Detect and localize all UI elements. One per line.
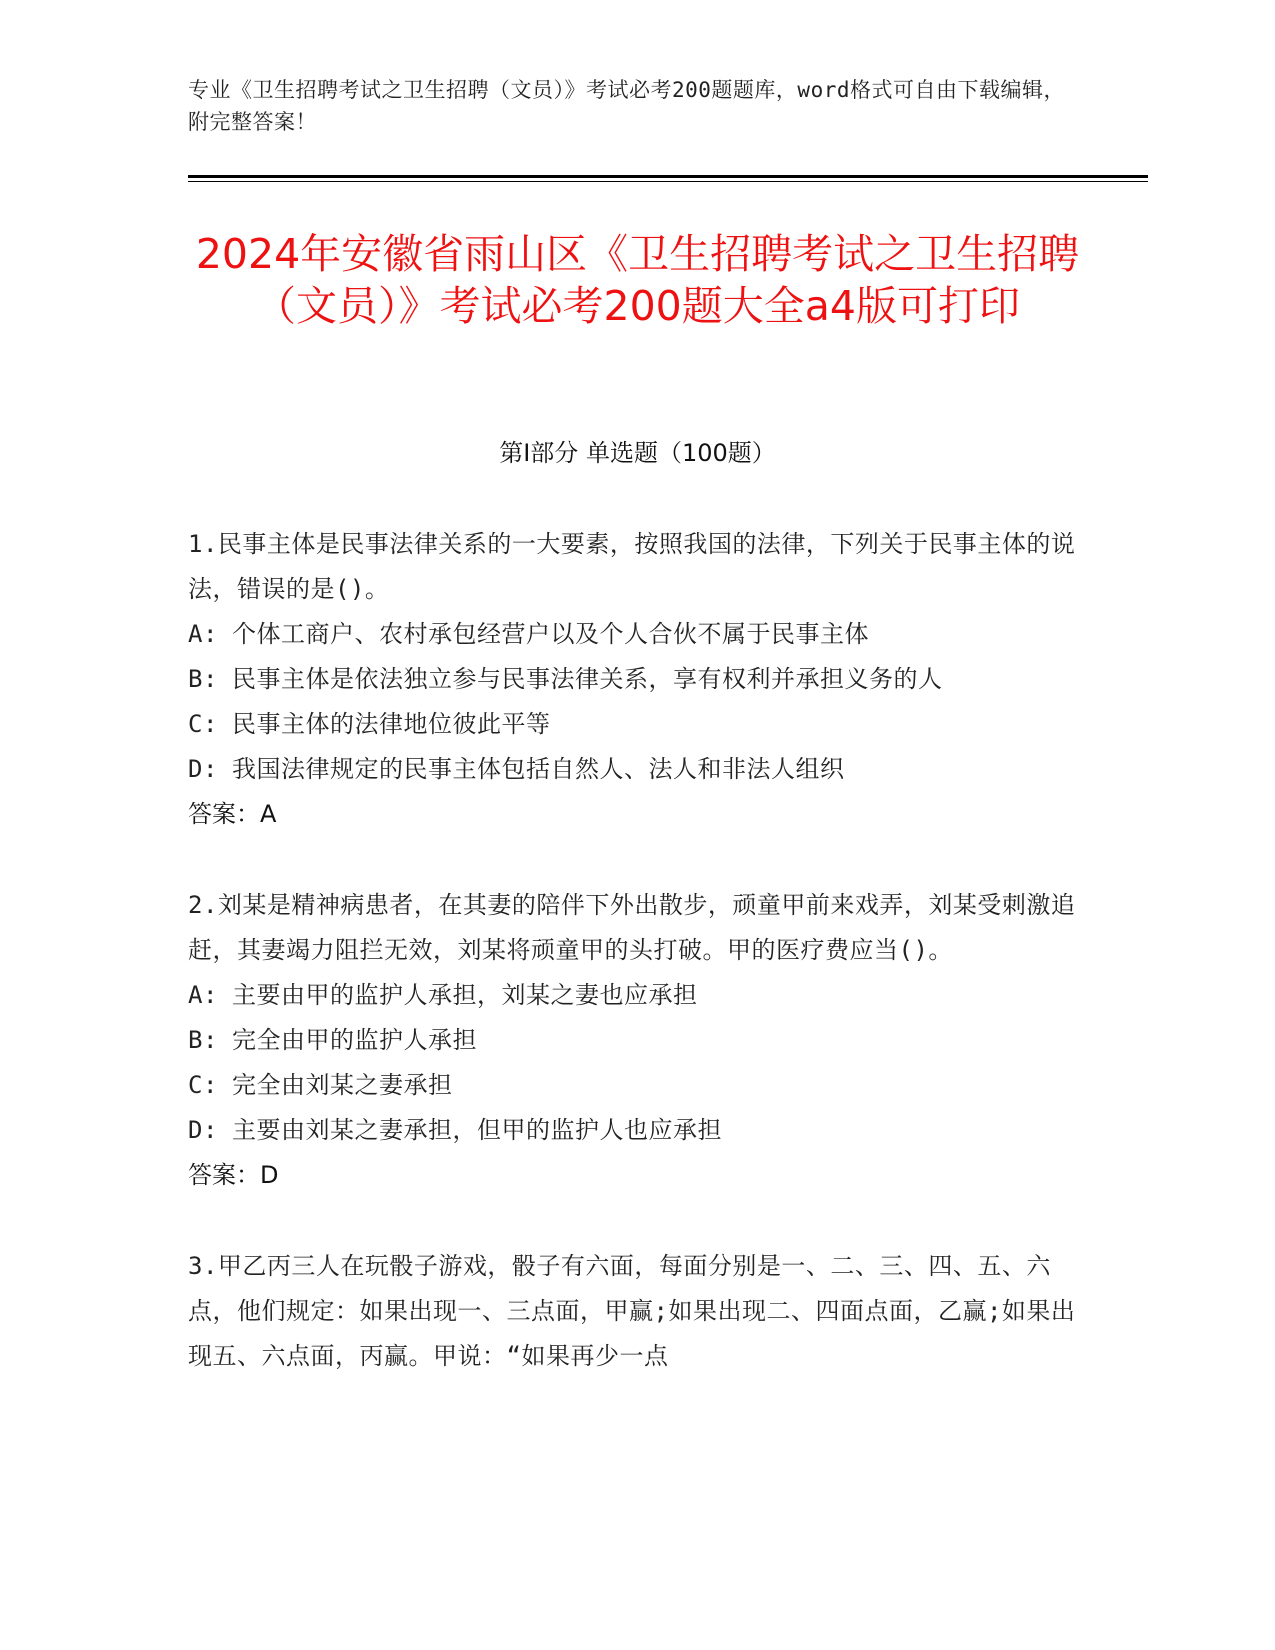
header-rule-thick xyxy=(188,175,1148,178)
option-key: C: xyxy=(188,1071,218,1099)
header-rule-thin xyxy=(188,181,1148,182)
option-c xyxy=(188,702,1088,747)
question-stem: 1.民事主体是民事法律关系的一大要素，按照我国的法律，下列关于民事主体的说法，错误的是()。 xyxy=(188,530,1076,603)
option-text: 完全由甲的监护人承担 xyxy=(232,1026,477,1054)
question-3 xyxy=(188,1244,1088,1379)
option-text: 我国法律规定的民事主体包括自然人、法人和非法人组织 xyxy=(232,755,845,783)
option-text: 个体工商户、农村承包经营户以及个人合伙不属于民事主体 xyxy=(232,620,869,648)
question-list xyxy=(188,522,1088,1425)
option-key: C: xyxy=(188,710,218,738)
option-c xyxy=(188,1063,1088,1108)
document-title: 2024年安徽省雨山区《卫生招聘考试之卫生招聘（文员）》考试必考200题大全a4版可打印 xyxy=(195,230,1080,330)
option-a xyxy=(188,612,1088,657)
option-text: 完全由刘某之妻承担 xyxy=(232,1071,453,1099)
option-key: A: xyxy=(188,620,218,648)
answer: 答案：D xyxy=(188,1161,279,1189)
option-key: A: xyxy=(188,981,218,1009)
option-text: 主要由甲的监护人承担，刘某之妻也应承担 xyxy=(232,981,698,1009)
question-stem: 2.刘某是精神病患者，在其妻的陪伴下外出散步，顽童甲前来戏弄，刘某受刺激追赶，其妻竭力阻拦无效，刘某将顽童甲的头打破。甲的医疗费应当()。 xyxy=(188,891,1076,964)
header-note: 专业《卫生招聘考试之卫生招聘（文员）》考试必考200题题库，word格式可自由下载编辑，附完整答案！ xyxy=(188,78,1065,134)
option-d xyxy=(188,747,1088,792)
section-title: 第I部分 单选题（100题） xyxy=(499,439,776,467)
option-d xyxy=(188,1108,1088,1153)
question-2 xyxy=(188,883,1088,1198)
option-text: 民事主体的法律地位彼此平等 xyxy=(232,710,551,738)
option-a xyxy=(188,973,1088,1018)
question-1 xyxy=(188,522,1088,837)
option-key: B: xyxy=(188,1026,218,1054)
answer: 答案：A xyxy=(188,800,277,828)
option-key: D: xyxy=(188,755,218,783)
option-b xyxy=(188,1018,1088,1063)
question-stem: 3.甲乙丙三人在玩骰子游戏，骰子有六面，每面分别是一、二、三、四、五、六点，他们规定：如果出现一、三点面，甲赢;如果出现二、四面点面，乙赢;如果出现五、六点面，丙赢。甲说：“如果再少一点 xyxy=(188,1252,1076,1370)
option-key: D: xyxy=(188,1116,218,1144)
option-text: 主要由刘某之妻承担，但甲的监护人也应承担 xyxy=(232,1116,722,1144)
option-b xyxy=(188,657,1088,702)
option-text: 民事主体是依法独立参与民事法律关系，享有权利并承担义务的人 xyxy=(232,665,943,693)
option-key: B: xyxy=(188,665,218,693)
